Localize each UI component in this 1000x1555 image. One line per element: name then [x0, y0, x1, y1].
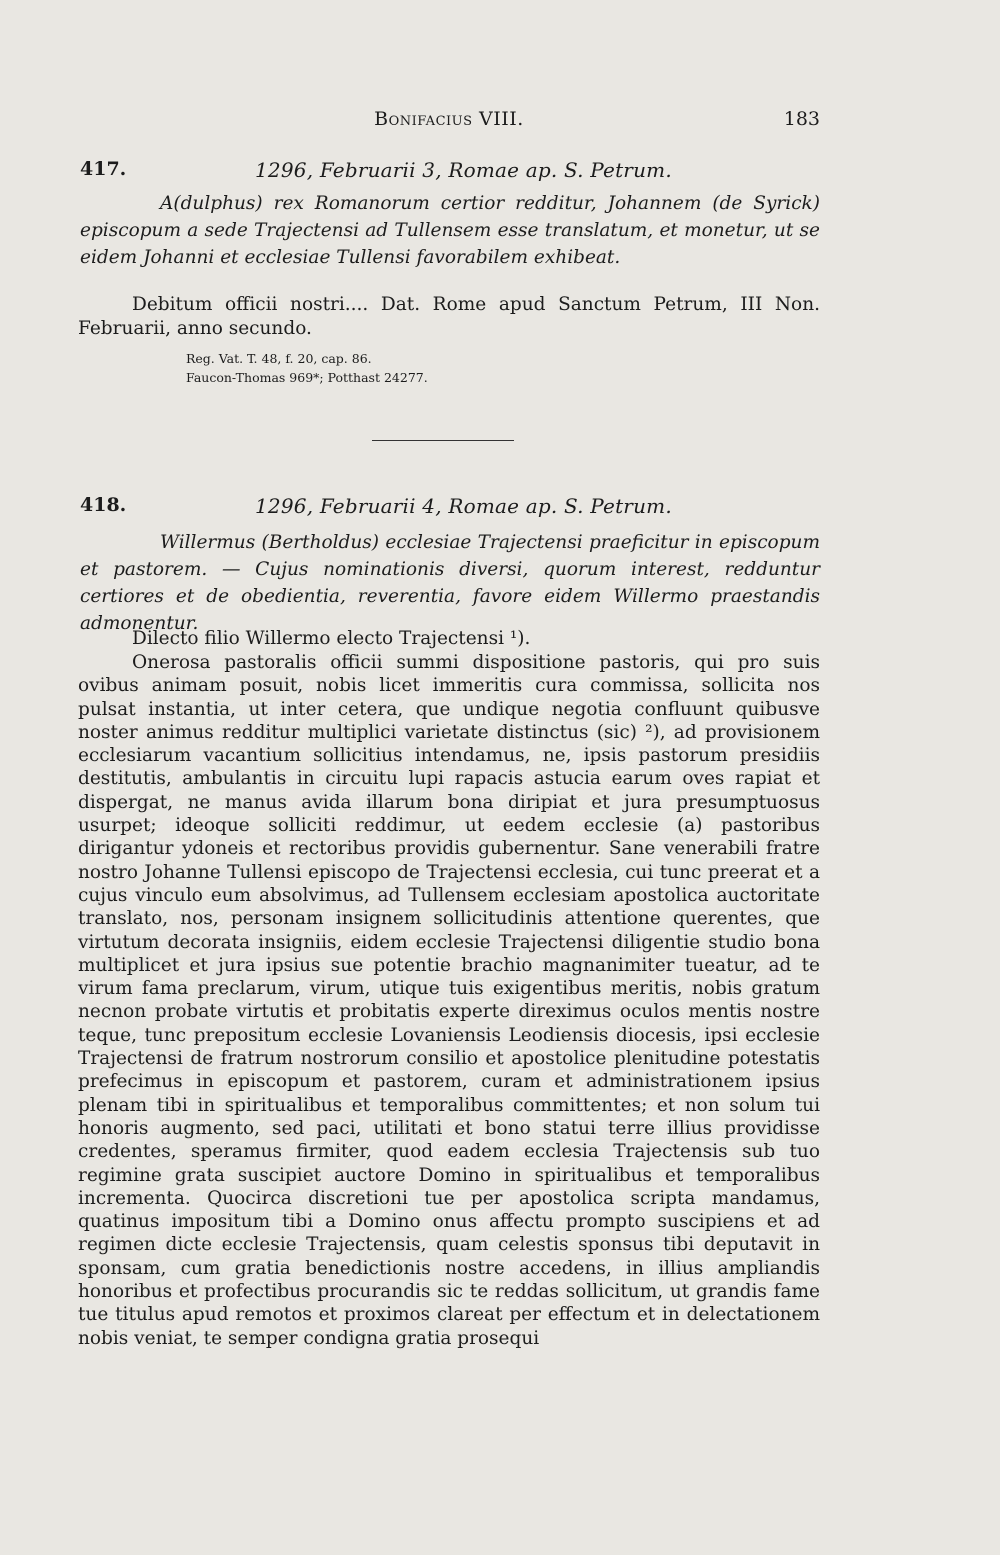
- entry-summary: A(dulphus) rex Romanorum certior redditur, Johannem (de Syrick) episcopum a sede Trajectensi ad Tullensem esse translatum, et monetur, ut se eidem Johanni et ecclesiae Tullensi favorabilem exhibeat.: [80, 193, 820, 268]
- entry-heading: [80, 158, 820, 186]
- entry-text: Debitum officii nostri.... Dat. Rome apud Sanctum Petrum, III Non. Februarii, anno secundo.: [78, 294, 820, 339]
- running-header: [78, 108, 820, 138]
- section-divider: [372, 440, 514, 441]
- reference-line: Reg. Vat. T. 48, f. 20, cap. 86.: [186, 351, 372, 366]
- entry-references: [186, 349, 428, 387]
- running-title: Bonifacius VIII.: [374, 108, 524, 130]
- entry-number: 418.: [80, 494, 127, 516]
- entry-text: Onerosa pastoralis officii summi dispositione pastoris, qui pro suis ovibus animam posuit, nobis licet immeritis cura commissa, sollicita nos pulsat instantia, ut inter cetera, que undique negotia confluunt quibusve noster animus redditur multiplici varietate distinctus (sic) ²), ad provisionem ecclesiarum vacantium sollicitius intendamus, ne, ipsis pastorum presidiis destitutis, ambulantis in circuitu lupi rapacis astucia earum oves rapiat et dispergat, ne manus avida illarum bona diripiat et jura presumptuosus usurpet; ideoque solliciti reddimur, ut eedem ecclesie (a) pastoribus dirigantur ydoneis et rectoribus providis gubernentur. Sane venerabili fratre nostro Johanne Tullensi episcopo de Trajectensi ecclesia, cui tunc preerat et a cujus vinculo eum absolvimus, ad Tullensem ecclesiam apostolica auctoritate translato, nos, personam insignem sollicitudinis attentione querentes, que virtutum decorata insigniis, eidem ecclesie Trajectensi diligentie studio bona multiplicet et jura ipsius sue potentie brachio magnanimiter tueatur, ad te virum fama preclarum, virum, utique tuis exigentibus meritis, nobis gratum necnon probate virtutis et probitatis experte direximus oculos mentis nostre teque, tunc prepositum ecclesie Lovaniensis Leodiensis diocesis, ipsi ecclesie Trajectensi de fratrum nostrorum consilio et apostolice plenitudine potestatis prefecimus in episcopum et pastorem, curam et administrationem ipsius plenam tibi in spiritualibus et temporalibus committentes; et non solum tui honoris augmento, sed paci, utilitati et bono statui terre illius providisse credentes, speramus firmiter, quod eadem ecclesia Trajectensis sub tuo regimine grata suscipiet auctore Domino in spiritualibus et temporalibus incrementa. Quocirca discretioni tue per apostolica scripta mandamus, quatinus impositum tibi a Domino onus affectu prompto suscipiens et ad regimen dicte ecclesie Trajectensis, quam celestis sponsus tibi deputavit in sponsam, cum gratia benedictionis nostre accedens, in illius ampliandis honoribus et profectibus procurandis sic te reddas sollicitum, ut grandis fame tue titulus apud remotos et proximos clareat per effectum et in delectationem nobis veniat, te semper condigna gratia prosequi: [78, 652, 820, 1349]
- entry-summary: Willermus (Bertholdus) ecclesiae Trajectensi praeficitur in episcopum et pastorem. — Cujus nominationis diversi, quorum interest, redduntur certiores et de obedientia, reverentia, favore eidem Willermo praestandis admonentur.: [80, 532, 820, 634]
- page-number: 183: [783, 108, 820, 130]
- entry-date: 1296, Februarii 4, Romae ap. S. Petrum.: [255, 494, 672, 518]
- entry-heading: [80, 494, 820, 522]
- reference-line: Faucon-Thomas 969*; Potthast 24277.: [186, 370, 428, 385]
- entry-number: 417.: [80, 158, 127, 180]
- entry-date: 1296, Februarii 3, Romae ap. S. Petrum.: [255, 158, 672, 182]
- entry-address: Dilecto filio Willermo electo Trajectensi ¹).: [132, 628, 531, 649]
